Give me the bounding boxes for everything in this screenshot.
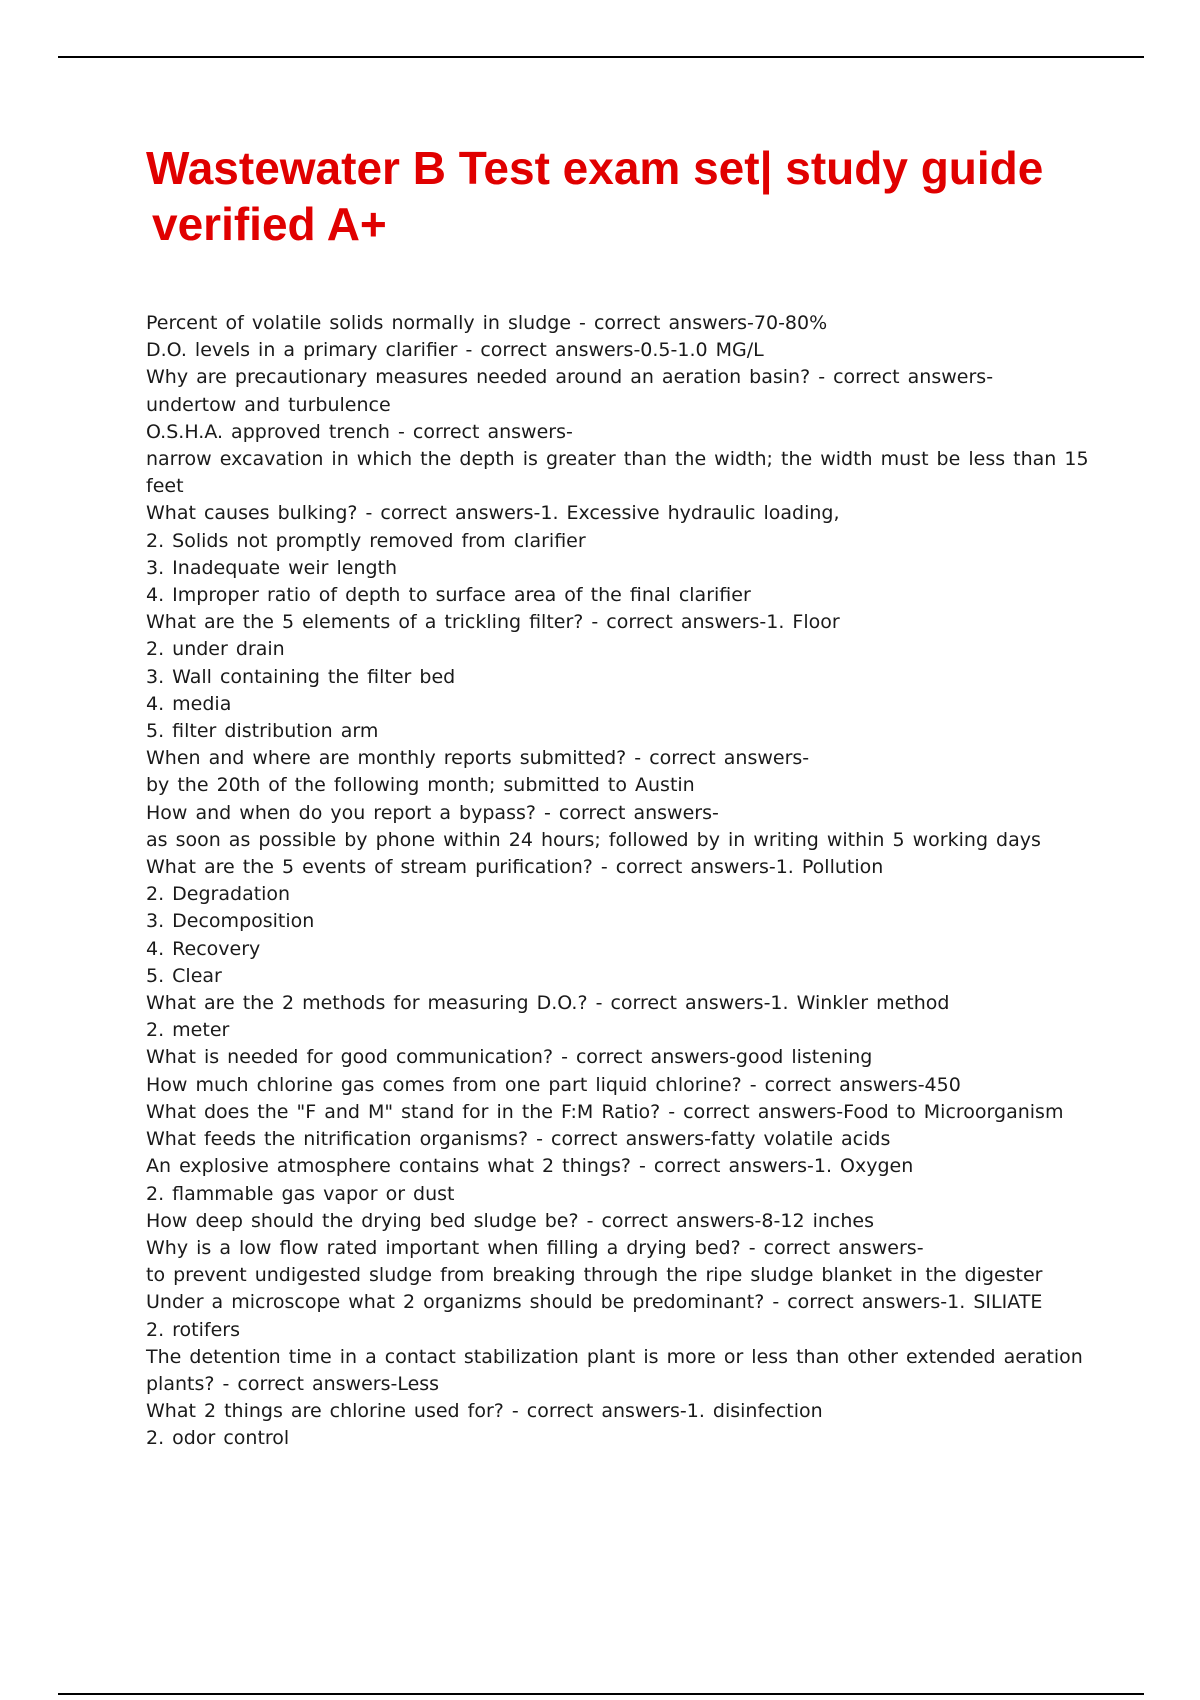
text-line: What are the 5 elements of a trickling filter? - correct answers-1. Floor — [146, 611, 840, 634]
text-line: narrow excavation in which the depth is greater than the width; the width must be less than 15 — [146, 448, 1089, 471]
text-line: 3. Decomposition — [146, 910, 315, 933]
text-line: An explosive atmosphere contains what 2 things? - correct answers-1. Oxygen — [146, 1155, 914, 1178]
text-line: 2. rotifers — [146, 1318, 241, 1341]
text-line: D.O. levels in a primary clarifier - correct answers-0.5-1.0 MG/L — [146, 339, 764, 362]
text-line: undertow and turbulence — [146, 393, 391, 416]
text-line: 5. filter distribution arm — [146, 720, 379, 743]
text-line: to prevent undigested sludge from breaking through the ripe sludge blanket in the digester — [146, 1264, 1043, 1287]
text-line: How deep should the drying bed sludge be? - correct answers-8-12 inches — [146, 1209, 874, 1232]
text-line: What feeds the nitrification organisms? - correct answers-fatty volatile acids — [146, 1128, 891, 1151]
text-line: 2. odor control — [146, 1427, 290, 1450]
text-line: 4. Recovery — [146, 937, 261, 960]
header-rule — [58, 56, 1144, 58]
title-line-2: verified A+ — [152, 198, 387, 250]
text-line: What is needed for good communication? - correct answers-good listening — [146, 1046, 873, 1069]
text-line: What does the "F and M" stand for in the F:M Ratio? - correct answers-Food to Microorganism — [146, 1100, 1064, 1123]
title-line-1: Wastewater B Test exam set| study guide — [146, 142, 1044, 194]
text-line: 2. under drain — [146, 638, 285, 661]
text-line: feet — [146, 475, 184, 498]
text-line: 5. Clear — [146, 964, 222, 987]
text-line: 2. Solids not promptly removed from clarifier — [146, 529, 586, 552]
text-line: How and when do you report a bypass? - correct answers- — [146, 801, 719, 824]
text-line: What are the 2 methods for measuring D.O.? - correct answers-1. Winkler method — [146, 992, 950, 1015]
text-line: by the 20th of the following month; submitted to Austin — [146, 774, 695, 797]
text-line: plants? - correct answers-Less — [146, 1372, 440, 1395]
text-line: When and where are monthly reports submitted? - correct answers- — [146, 747, 810, 770]
text-line: 4. Improper ratio of depth to surface area of the final clarifier — [146, 584, 751, 607]
text-line: What are the 5 events of stream purification? - correct answers-1. Pollution — [146, 856, 884, 879]
text-line: How much chlorine gas comes from one part liquid chlorine? - correct answers-450 — [146, 1073, 961, 1096]
document-body — [146, 310, 1089, 1453]
text-line: 2. flammable gas vapor or dust — [146, 1182, 455, 1205]
text-line: 4. media — [146, 692, 232, 715]
text-line: 2. Degradation — [146, 883, 291, 906]
text-line: 3. Inadequate weir length — [146, 556, 398, 579]
text-line: as soon as possible by phone within 24 hours; followed by in writing within 5 working days — [146, 828, 1041, 851]
text-line: What 2 things are chlorine used for? - correct answers-1. disinfection — [146, 1400, 823, 1423]
text-line: O.S.H.A. approved trench - correct answers- — [146, 420, 573, 443]
document-title — [146, 140, 1106, 252]
text-line: 3. Wall containing the filter bed — [146, 665, 456, 688]
text-line: The detention time in a contact stabilization plant is more or less than other extended aeration — [146, 1345, 1083, 1368]
text-line: What causes bulking? - correct answers-1. Excessive hydraulic loading, — [146, 502, 840, 525]
text-line: Under a microscope what 2 organizms should be predominant? - correct answers-1. SILIATE — [146, 1291, 1043, 1314]
text-line: Why is a low flow rated important when filling a drying bed? - correct answers- — [146, 1236, 924, 1259]
text-line: Why are precautionary measures needed around an aeration basin? - correct answers- — [146, 366, 994, 389]
text-line: 2. meter — [146, 1019, 230, 1042]
text-line: Percent of volatile solids normally in sludge - correct answers-70-80% — [146, 312, 828, 334]
footer-rule — [58, 1693, 1144, 1695]
